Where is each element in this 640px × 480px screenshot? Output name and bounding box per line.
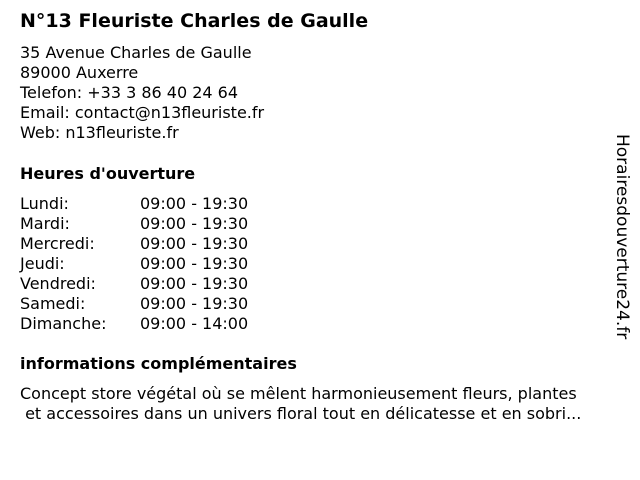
opening-hours-table	[20, 194, 280, 334]
hours-row-sunday	[20, 314, 280, 334]
phone-text: Telefon: +33 3 86 40 24 64	[20, 83, 239, 102]
day-label: Dimanche:	[20, 314, 107, 333]
description-line-2: et accessoires dans un univers floral tout en délicatesse et en sobri...	[20, 404, 582, 423]
address-street: 35 Avenue Charles de Gaulle	[20, 43, 252, 62]
time-range: 09:00 - 19:30	[140, 214, 249, 233]
hours-row-friday	[20, 274, 280, 294]
store-name: N°13 Fleuriste Charles de Gaulle	[20, 10, 369, 32]
web-text: Web: n13fleuriste.fr	[20, 123, 179, 142]
time-range: 09:00 - 14:00	[140, 314, 249, 333]
hours-row-thursday	[20, 254, 280, 274]
day-label: Vendredi:	[20, 274, 96, 293]
day-label: Samedi:	[20, 294, 86, 313]
hours-row-monday	[20, 194, 280, 214]
day-label: Mardi:	[20, 214, 70, 233]
day-label: Jeudi:	[20, 254, 65, 273]
site-watermark: Horairesdouverture24.fr	[612, 134, 632, 340]
address-city: 89000 Auxerre	[20, 63, 139, 82]
opening-hours-heading: Heures d'ouverture	[20, 164, 196, 183]
time-range: 09:00 - 19:30	[140, 274, 249, 293]
hours-row-tuesday	[20, 214, 280, 234]
additional-info-heading: informations complémentaires	[20, 354, 297, 373]
hours-row-saturday	[20, 294, 280, 314]
description-line-1: Concept store végétal où se mêlent harmonieusement fleurs, plantes	[20, 384, 577, 403]
hours-row-wednesday	[20, 234, 280, 254]
address-block	[20, 43, 264, 143]
email-text: Email: contact@n13fleuriste.fr	[20, 103, 265, 122]
day-label: Mercredi:	[20, 234, 95, 253]
time-range: 09:00 - 19:30	[140, 294, 249, 313]
time-range: 09:00 - 19:30	[140, 194, 249, 213]
day-label: Lundi:	[20, 194, 69, 213]
time-range: 09:00 - 19:30	[140, 254, 249, 273]
store-description	[20, 384, 632, 424]
time-range: 09:00 - 19:30	[140, 234, 249, 253]
